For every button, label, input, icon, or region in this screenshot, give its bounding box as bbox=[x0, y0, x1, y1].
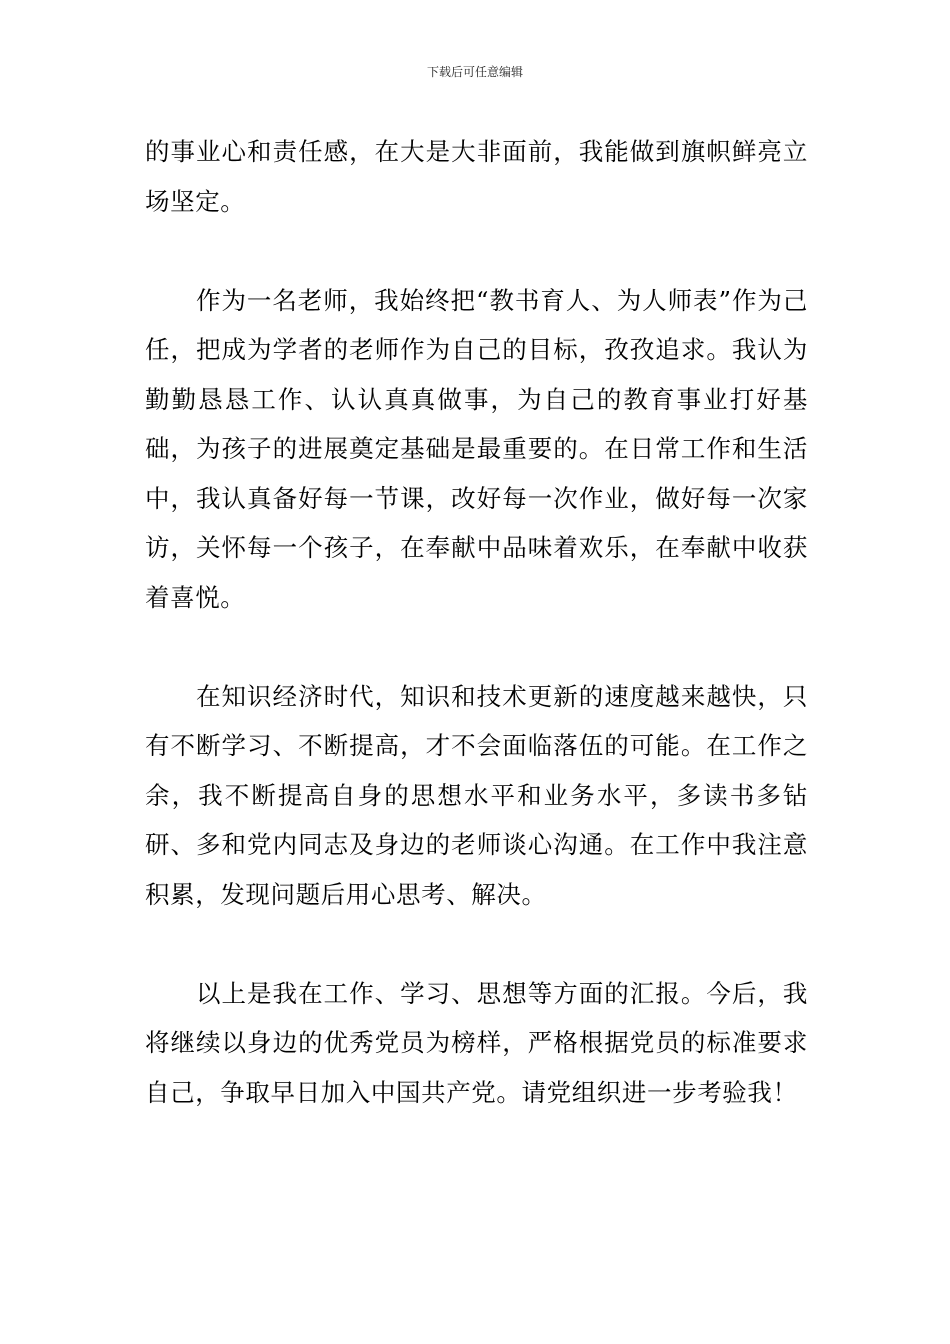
paragraph-3: 在知识经济时代，知识和技术更新的速度越来越快，只有不断学习、不断提高，才不会面临落伍的可能。在工作之余，我不断提高自身的思想水平和业务水平，多读书多钻研、多和党内同志及身边的老师谈心沟通。在工作中我注意积累，发现问题后用心思考、解决。 bbox=[145, 681, 808, 909]
paragraph-1: 的事业心和责任感，在大是大非面前，我能做到旗帜鲜亮立场坚定。 bbox=[145, 137, 808, 216]
paragraph-spacer bbox=[145, 919, 808, 969]
document-body bbox=[145, 127, 808, 1117]
paragraph-spacer bbox=[145, 226, 808, 276]
paragraph-2: 作为一名老师，我始终把“教书育人、为人师表”作为己任，把成为学者的老师作为自己的目标，孜孜追求。我认为勤勤恳恳工作、认认真真做事，为自己的教育事业打好基础，为孩子的进展奠定基础是最重要的。在日常工作和生活中，我认真备好每一节课，改好每一次作业，做好每一次家访，关怀每一个孩子，在奉献中品味着欢乐，在奉献中收获着喜悦。 bbox=[145, 285, 808, 612]
paragraph-4: 以上是我在工作、学习、思想等方面的汇报。今后，我将继续以身边的优秀党员为榜样，严格根据党员的标准要求自己，争取早日加入中国共产党。请党组织进一步考验我！ bbox=[145, 978, 808, 1107]
page-header: 下载后可任意编辑 bbox=[426, 65, 523, 79]
paragraph-spacer bbox=[145, 622, 808, 672]
